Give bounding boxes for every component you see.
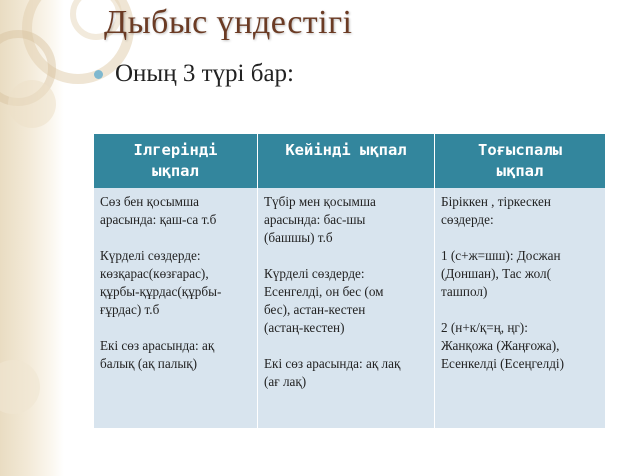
table-row (94, 188, 605, 428)
bullet-item (94, 60, 294, 88)
decorative-circle (8, 80, 56, 128)
cell-mutual: Біріккен , тіркескен сөздерде: 1 (с+ж=шш): Досжан (Доншан), Тас жол( ташпол) 2 (н+к/қ=ң, ңг): Жанқожа (Жаңғожа), Есенкелді (Есеңгелді) (434, 188, 605, 428)
slide-title: Дыбыс үндестігі (104, 4, 353, 41)
bullet-text: Оның 3 түрі бар: (115, 60, 294, 87)
bullet-dot-icon (94, 70, 103, 79)
header-regressive: Кейінді ықпал (257, 134, 434, 188)
cell-progressive: Сөз бен қосымша арасында: қаш-са т.б Күрделі сөздерде: көзқарас(көзғарас), құрбы-құрдас(құрбы- ғұрдас) т.б Екі сөз арасында: ақ балық (ақ палық) (100, 194, 222, 371)
assimilation-table (94, 134, 605, 428)
header-mutual: Тоғыспалы ықпал (434, 134, 605, 188)
header-progressive: Ілгерінді ықпал (133, 141, 218, 180)
cell-regressive: Түбір мен қосымша арасында: бас-шы (башшы) т.б Күрделі сөздерде: Есенгелді, он бес (ом бес), астан-кестен (астаң-кестен) Екі сөз арасында: ақ лақ (ағ лақ) (257, 188, 434, 428)
table-header-row (94, 134, 605, 188)
